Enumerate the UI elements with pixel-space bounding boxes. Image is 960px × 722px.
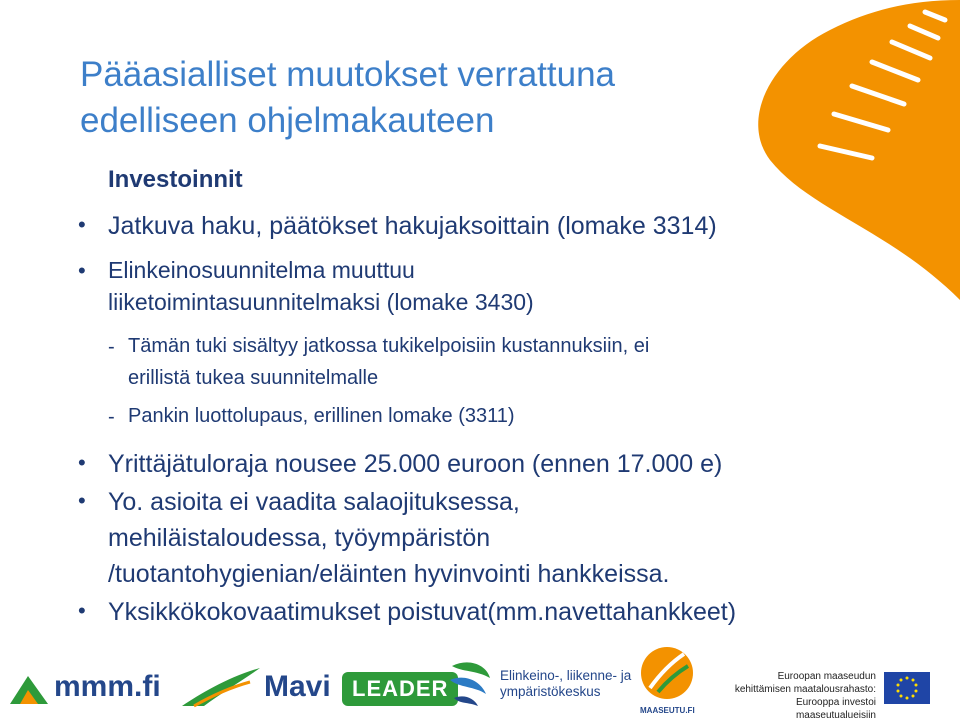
eu-flag-icon — [884, 672, 930, 704]
list-item: Elinkeinosuunnitelma muuttuu liiketoimintasuunnitelmaksi (lomake 3430) — [108, 257, 534, 315]
footer-logos — [0, 650, 960, 721]
bullet-icon: • — [78, 598, 86, 623]
list-item: Yksikkökokovaatimukset poistuvat(mm.navettahankkeet) — [108, 598, 737, 626]
bullet-icon: • — [78, 488, 86, 513]
mavi-swoosh-icon — [180, 664, 264, 708]
section-heading: Investoinnit — [108, 166, 243, 193]
bullet-icon: • — [78, 258, 86, 283]
mmm-logo: mmm.fi — [54, 670, 161, 703]
maaseutu-logo-text: MAASEUTU.FI — [640, 706, 695, 715]
bullet-icon: • — [78, 450, 86, 475]
orange-swoosh-decoration — [660, 0, 960, 300]
sub-list-item: Pankin luottolupaus, erillinen lomake (3311) — [128, 405, 515, 427]
dash-icon: - — [108, 406, 115, 428]
eu-fund-text: Euroopan maaseudun kehittämisen maatalousrahasto: Eurooppa investoi maaseutualueisiin — [734, 671, 876, 721]
ely-emblem-icon — [446, 658, 494, 708]
leader-logo: LEADER — [342, 672, 458, 706]
sub-list-item: Tämän tuki sisältyy jatkossa tukikelpoisiin kustannuksiin, ei erillistä tukea suunnitelmalle — [128, 335, 650, 389]
list-item: Jatkuva haku, päätökset hakujaksoittain (lomake 3314) — [108, 212, 717, 240]
bullet-icon: • — [78, 212, 86, 237]
list-item: Yrittäjätuloraja nousee 25.000 euroon (ennen 17.000 e) — [108, 450, 723, 478]
list-item: Yo. asioita ei vaadita salaojituksessa, mehiläistaloudessa, työympäristön /tuotantohygienian/eläinten hyvinvointi hankkeissa. — [108, 488, 670, 588]
mavi-logo: Mavi — [264, 670, 331, 703]
ely-logo-text: Elinkeino-, liikenne- ja ympäristökeskus — [500, 668, 632, 699]
page-title: Pääasialliset muutokset verrattuna edelliseen ohjelmakauteen — [80, 55, 615, 140]
maaseutu-emblem-icon — [640, 644, 694, 702]
dash-icon: - — [108, 336, 115, 358]
mmm-triangle-icon — [6, 672, 54, 706]
